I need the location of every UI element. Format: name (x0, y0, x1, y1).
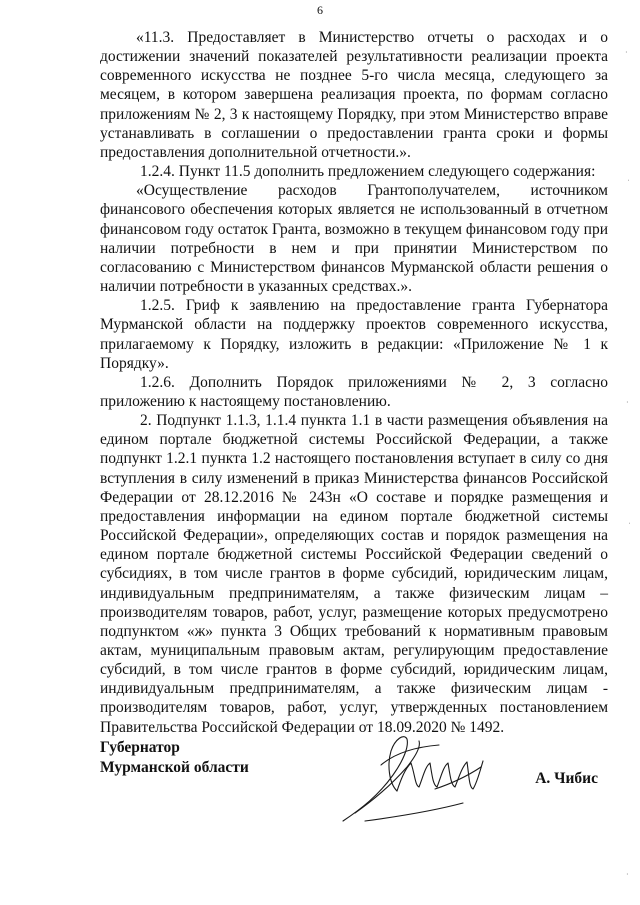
signatory-title-line2: Мурманской области (100, 758, 249, 776)
paragraph-quoted-addition: «Осуществление расходов Грантополучателем, источником финансового обеспечения которых является не использованный в отчетном финансовом году остаток Гранта, возможно в текущем финансовом году при наличии потребности в нем и при принятии Министерством по согласованию с Министерством финансов Мурманской области решения о наличии потребности в указанных средствах.». (100, 182, 608, 296)
scan-artifact: · (626, 398, 629, 407)
paragraph-1-2-5: 1.2.5. Гриф к заявлению на предоставление гранта Губернатора Мурманской области на поддержку проектов современного искусства, прилагаемому к Порядку, изложить в редакции: «Приложение № 1 к Порядку». (100, 297, 608, 372)
handwritten-signature (335, 725, 495, 827)
paragraph-2: 2. Подпункт 1.1.3, 1.1.4 пункта 1.1 в части размещения объявления на едином портале бюджетной системы Российской Федерации, а также подпункт 1.2.1 пункта 1.2 настоящего постановления вступает в силу со дня вступления в силу изменений в приказ Министерства финансов Российской Федерации от 28.12.2016 № 243н «О составе и порядке размещения и предоставления информации на едином портале бюджетной системы Российской Федерации», определяющих состав и порядок размещения на едином портале бюджетной системы Российской Федерации сведений о субсидиях, в том числе грантов в форме субсидий, юридическим лицам, индивидуальным предпринимателям, а также физическим лицам – производителям товаров, работ, услуг, размещение которых предусмотрено подпунктом «ж» пункта 3 Общих требований к нормативным правовым актам, муниципальным правовым актам, регулирующим предоставление субсидий, в том числе грантов в форме субсидий, юридическим лицам, индивидуальным предпринимателям, а также физическим лицам - производителям товаров, работ, услуг, утвержденных постановлением Правительства Российской Федерации от 18.09.2020 № 1492. (100, 412, 608, 736)
paragraph-11-3: «11.3. Предоставляет в Министерство отчеты о расходах и о достижении значений показателей результативности реализации проекта современного искусства не позднее 5-го числа месяца, следующего за месяцем, в котором завершена реализация проекта, по формам согласно приложениям № 2, 3 к настоящему Порядку, при этом Министерство вправе устанавливать в соглашении о предоставлении гранта сроки и формы предоставления дополнительной отчетности.». (100, 29, 608, 161)
scan-artifact: · (626, 870, 629, 879)
signatory-title-line1: Губернатор (100, 739, 180, 756)
signatory-title (100, 738, 249, 777)
scan-artifact: · (625, 48, 628, 57)
paragraph-1-2-6: 1.2.6. Дополнить Порядок приложениями № 2, 3 согласно приложению к настоящему постановлению. (100, 373, 608, 410)
document-body (100, 28, 608, 737)
paragraph-1-2-4: 1.2.4. Пункт 11.5 дополнить предложением следующего содержания: (140, 163, 596, 181)
signature-block (100, 738, 608, 848)
signatory-name: А. Чибис (535, 770, 598, 787)
page-number: 6 (317, 3, 323, 17)
scan-artifact: ˌ (627, 172, 630, 181)
scan-artifact: ˌ (628, 515, 631, 524)
